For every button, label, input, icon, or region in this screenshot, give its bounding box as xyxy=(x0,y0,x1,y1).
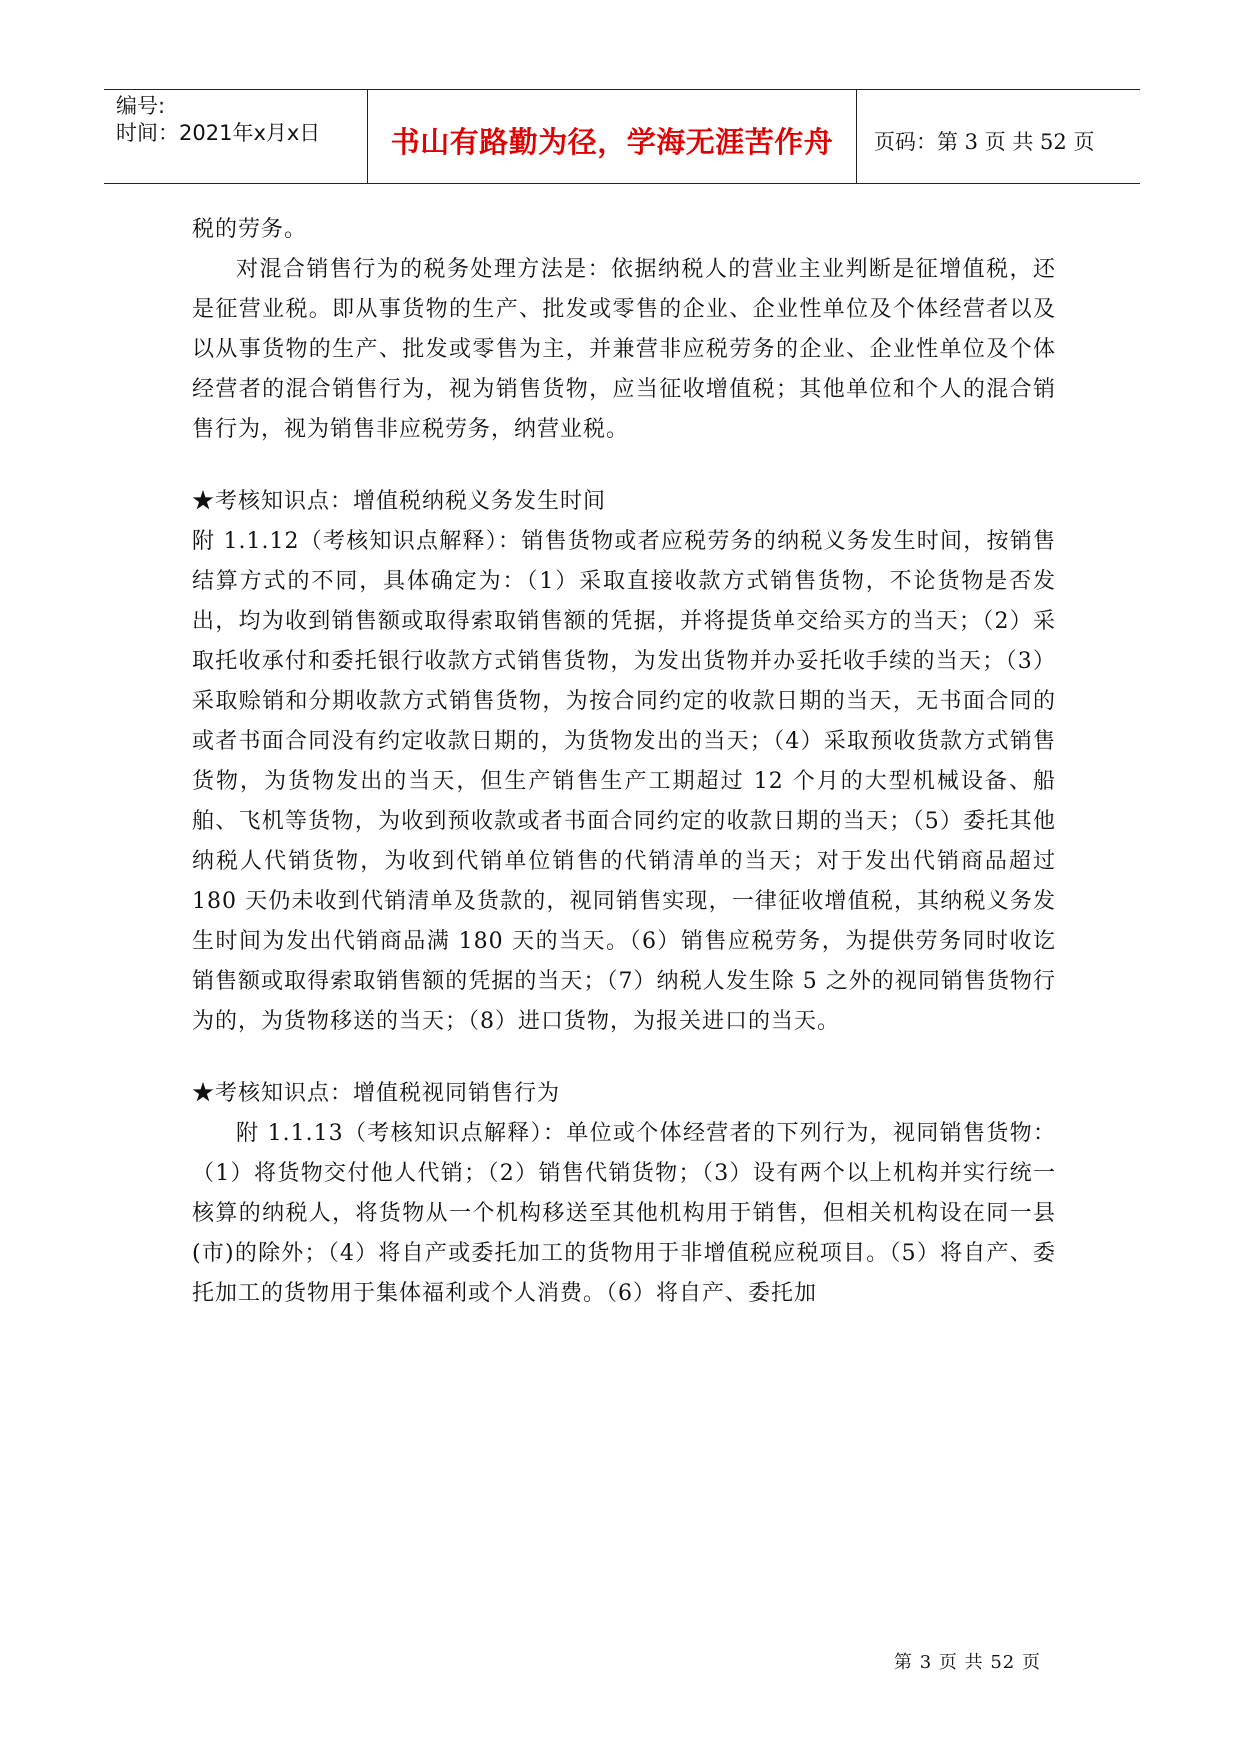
document-time-label: 时间：2021年x月x日 xyxy=(116,121,321,145)
header-motto: 书山有路勤为径，学海无涯苦作舟 xyxy=(390,125,834,159)
section-heading-tax-obligation-time: ★考核知识点：增值税纳税义务发生时间 xyxy=(192,489,607,514)
section-heading-deemed-sales: ★考核知识点：增值税视同销售行为 xyxy=(192,1081,561,1106)
paragraph-1-1-12: 附 1.1.12（考核知识点解释）：销售货物或者应税劳务的纳税义务发生时间，按销售结算方式的不同，具体确定为：（1）采取直接收款方式销售货物，不论货物是否发出，均为收到销售额或取得索取销售额的凭据，并将提货单交给买方的当天；（2）采取托收承付和委托银行收款方式销售货物，为发出货物并办妥托收手续的当天；（3）采取赊销和分期收款方式销售货物，为按合同约定的收款日期的当天，无书面合同的或者书面合同没有约定收款日期的，为货物发出的当天；（4）采取预收货款方式销售货物，为货物发出的当天，但生产销售生产工期超过 12 个月的大型机械设备、船舶、飞机等货物，为收到预收款或者书面合同约定的收款日期的当天；（5）委托其他纳税人代销货物，为收到代销单位销售的代销清单的当天；对于发出代销商品超过 180 天仍未收到代销清单及货款的，视同销售实现，一律征收增值税，其纳税义务发生时间为发出代销商品满 180 天的当天。（6）销售应税劳务，为提供劳务同时收讫销售额或取得索取销售额的凭据的当天；（7）纳税人发生除 5 之外的视同销售货物行为的，为货物移送的当天；（8）进口货物，为报关进口的当天。 xyxy=(192,529,1056,1034)
page-header xyxy=(104,89,1140,184)
document-body xyxy=(192,210,1056,1314)
document-number-label: 编号: xyxy=(116,94,166,118)
paragraph-mixed-sales: 对混合销售行为的税务处理方法是：依据纳税人的营业主业判断是征增值税，还是征营业税。即从事货物的生产、批发或零售的企业、企业性单位及个体经营者以及以从事货物的生产、批发或零售为主，并兼营非应税劳务的企业、企业性单位及个体经营者的混合销售行为，视为销售货物，应当征收增值税；其他单位和个人的混合销售行为，视为销售非应税劳务，纳营业税。 xyxy=(192,257,1056,442)
header-left-block xyxy=(116,93,320,147)
header-top-rule xyxy=(104,89,1140,90)
header-page-label: 页码：第 3 页 共 52 页 xyxy=(874,130,1095,154)
page-footer: 第 3 页 共 52 页 xyxy=(894,1652,1041,1673)
paragraph-continuation: 税的劳务。 xyxy=(192,217,308,242)
paragraph-1-1-13: 附 1.1.13（考核知识点解释）：单位或个体经营者的下列行为，视同销售货物：（1）将货物交付他人代销；（2）销售代销货物；（3）设有两个以上机构并实行统一核算的纳税人，将货物从一个机构移送至其他机构用于销售，但相关机构设在同一县(市)的除外；（4）将自产或委托加工的货物用于非增值税应税项目。（5）将自产、委托加工的货物用于集体福利或个人消费。（6）将自产、委托加 xyxy=(192,1121,1056,1306)
header-bottom-rule xyxy=(104,183,1140,184)
header-divider-right xyxy=(856,89,857,184)
